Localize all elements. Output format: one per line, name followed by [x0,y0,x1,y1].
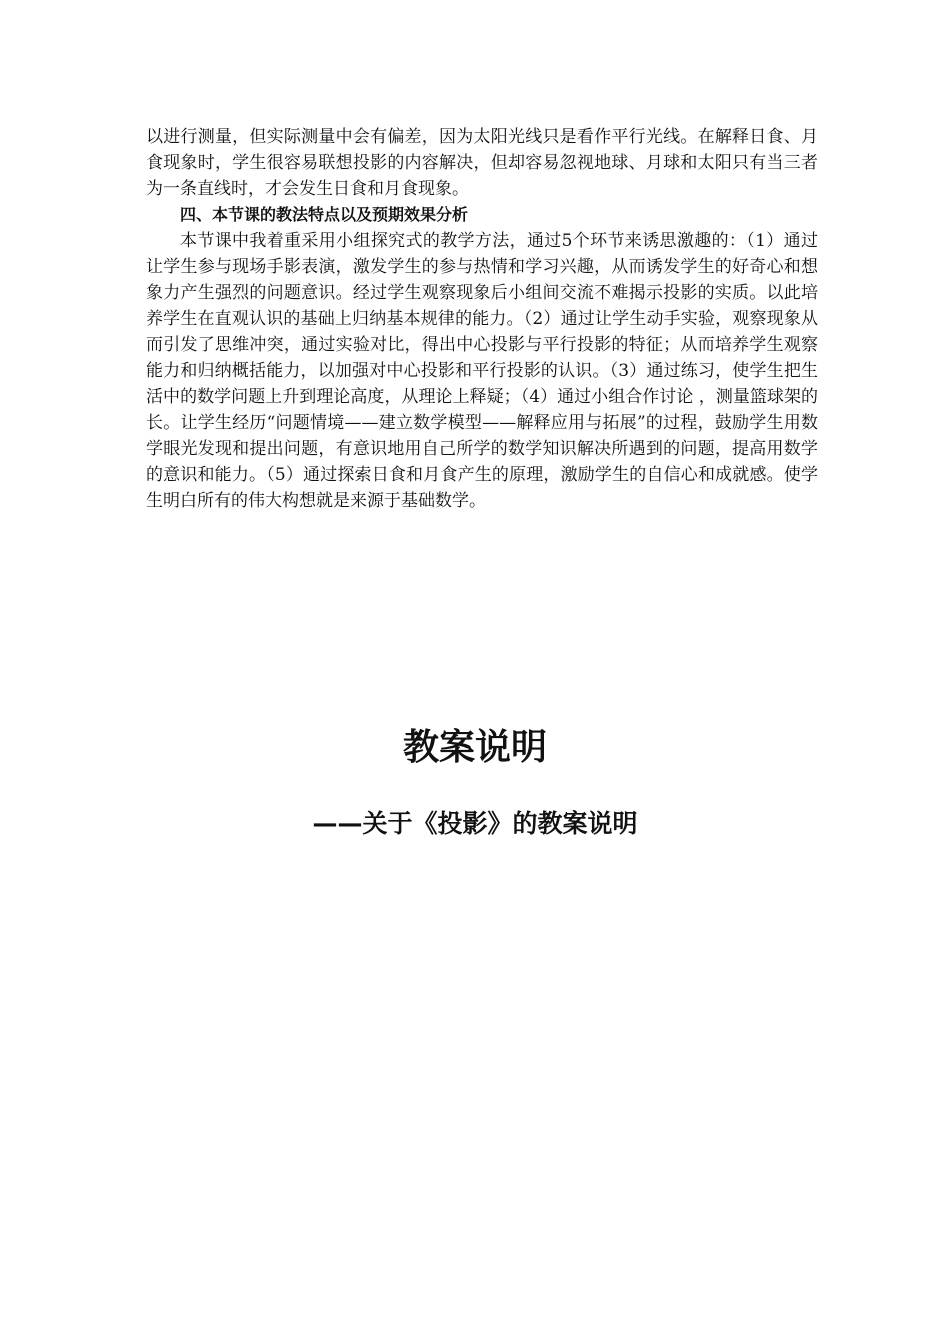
body-text-block [146,124,818,514]
document-subtitle: ——关于《投影》的教案说明 [312,809,638,838]
document-title: 教案说明 [402,727,547,768]
continuation-paragraph: 以进行测量，但实际测量中会有偏差，因为太阳光线只是看作平行光线。在解释日食、月食现象时，学生很容易联想投影的内容解决，但却容易忽视地球、月球和太阳只有当三者为一条直线时，才会发生日食和月食现象。 [146,127,818,199]
section-heading: 四、本节课的教法特点以及预期效果分析 [180,205,469,224]
section-paragraph: 本节课中我着重采用小组探究式的教学方法，通过5个环节来诱思激趣的：（1）通过让学生参与现场手影表演，激发学生的参与热情和学习兴趣，从而诱发学生的好奇心和想象力产生强烈的问题意识。经过学生观察现象后小组间交流不难揭示投影的实质。以此培养学生在直观认识的基础上归纳基本规律的能力。（2）通过让学生动手实验，观察现象从而引发了思维冲突，通过实验对比，得出中心投影与平行投影的特征；从而培养学生观察能力和归纳概括能力，以加强对中心投影和平行投影的认识。（3）通过练习，使学生把生活中的数学问题上升到理论高度，从理论上释疑；（4）通过小组合作讨论 ，测量篮球架的长。让学生经历“问题情境——建立数学模型——解释应用与拓展”的过程，鼓励学生用数学眼光发现和提出问题，有意识地用自己所学的数学知识解决所遇到的问题，提高用数学的意识和能力。（5）通过探索日食和月食产生的原理，激励学生的自信心和成就感。使学生明白所有的伟大构想就是来源于基础数学。 [146,231,818,511]
